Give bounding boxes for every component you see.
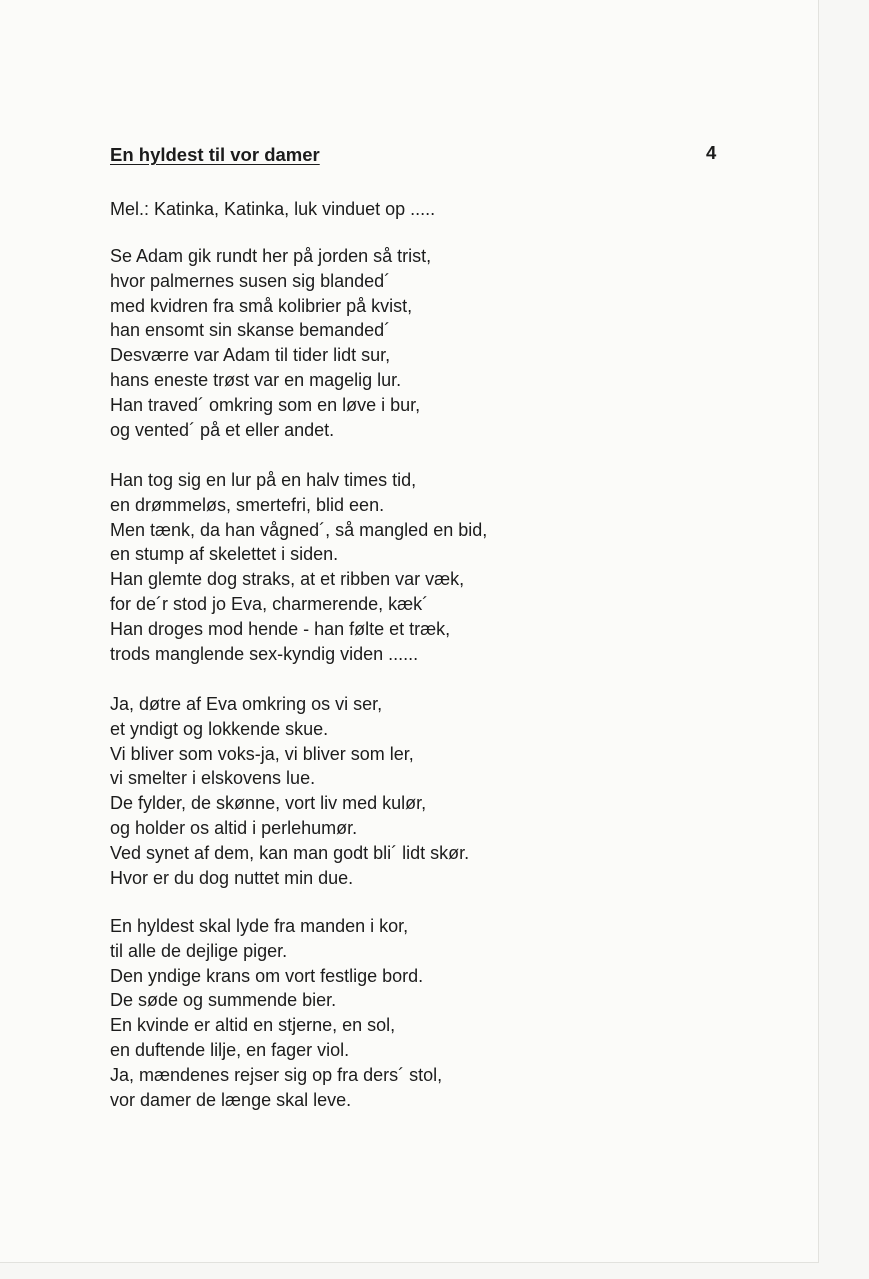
verse-line: for de´r stod jo Eva, charmerende, kæk´ (110, 593, 429, 614)
verse-line: til alle de dejlige piger. (110, 940, 288, 961)
verse-line: En kvinde er altid en stjerne, en sol, (110, 1015, 396, 1036)
stanza-4 (110, 914, 442, 1112)
stanza-1 (110, 244, 431, 442)
verse-line: og vented´ på et eller andet. (110, 419, 335, 440)
verse-line: De fylder, de skønne, vort liv med kulør, (110, 793, 427, 814)
verse-line: hans eneste trøst var en magelig lur. (110, 369, 402, 390)
verse-line: Vi bliver som voks-ja, vi bliver som ler, (110, 743, 414, 764)
verse-line: vi smelter i elskovens lue. (110, 768, 316, 789)
verse-line: Han droges mod hende - han følte et træk, (110, 618, 451, 639)
song-title: En hyldest til vor damer (110, 144, 320, 165)
verse-line: og holder os altid i perlehumør. (110, 817, 358, 838)
verse-line: En hyldest skal lyde fra manden i kor, (110, 916, 409, 936)
verse-line: Hvor er du dog nuttet min due. (110, 867, 354, 888)
verse-line: vor damer de længe skal leve. (110, 1089, 352, 1110)
melody-note: Mel.: Katinka, Katinka, luk vinduet op ..... (110, 199, 436, 219)
verse-line: Desværre var Adam til tider lidt sur, (110, 345, 391, 366)
verse-line: De søde og summende bier. (110, 990, 337, 1011)
verse-line: han ensomt sin skanse bemanded´ (110, 320, 391, 341)
verse-line: Han tog sig en lur på en halv times tid, (110, 470, 417, 490)
page-number: 4 (706, 142, 717, 163)
verse-line: Ved synet af dem, kan man godt bli´ lidt skør. (110, 842, 470, 863)
verse-line: Ja, mændenes rejser sig op fra ders´ stol, (110, 1064, 443, 1085)
verse-line: Den yndige krans om vort festlige bord. (110, 965, 424, 986)
verse-line: hvor palmernes susen sig blanded´ (110, 270, 391, 291)
verse-line: trods manglende sex-kyndig viden ...... (110, 643, 419, 664)
verse-line: Ja, døtre af Eva omkring os vi ser, (110, 694, 383, 714)
verse-line: Se Adam gik rundt her på jorden så trist, (110, 246, 432, 266)
verse-line: Han traved´ omkring som en løve i bur, (110, 394, 421, 415)
verse-line: en stump af skelettet i siden. (110, 544, 339, 565)
verse-line: Men tænk, da han vågned´, så mangled en bid, (110, 519, 488, 540)
verse-line: Han glemte dog straks, at et ribben var væk, (110, 569, 465, 590)
stanza-3 (110, 692, 469, 890)
stanza-2 (110, 468, 487, 666)
verse-line: et yndigt og lokkende skue. (110, 718, 329, 739)
verse-line: med kvidren fra små kolibrier på kvist, (110, 295, 413, 316)
verse-line: en drømmeløs, smertefri, blid een. (110, 494, 385, 515)
verse-line: en duftende lilje, en fager viol. (110, 1039, 350, 1060)
